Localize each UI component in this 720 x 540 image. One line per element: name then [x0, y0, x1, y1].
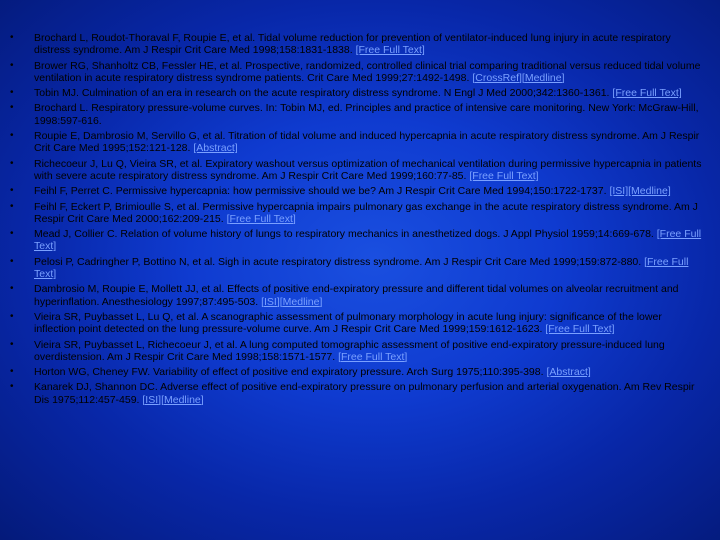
reference-link[interactable]: [ISI][Medline] [609, 185, 671, 198]
reference-text: Mead J, Collier C. Relation of volume history of lungs to respiratory mechanics in anesthetized dogs. J Appl Physiol 1959;14:669-678. [34, 228, 654, 241]
reference-item [0, 256, 720, 281]
bullet-icon: • [10, 32, 14, 43]
reference-item [0, 60, 720, 85]
reference-link[interactable]: [Free Full Text] [34, 228, 702, 253]
reference-item [0, 185, 720, 197]
reference-text: Vieira SR, Puybasset L, Richecoeur J, et al. A lung computed tomographic assessment of positive end-expiratory pressure-induced lung overdistension. Am J Respir Crit Care Med 1998;158:1571-1577. [34, 338, 665, 363]
reference-text: Tobin MJ. Culmination of an era in research on the acute respiratory distress syndrome. N Engl J Med 2000;342:1360-1361. [34, 87, 610, 100]
bullet-icon: • [10, 157, 14, 169]
reference-link[interactable]: [CrossRef][Medline] [472, 71, 565, 84]
bullet-icon: • [10, 130, 14, 142]
reference-item [0, 158, 720, 183]
bullet-icon: • [10, 185, 14, 197]
bullet-icon: • [10, 366, 14, 378]
reference-item [0, 201, 720, 226]
bullet-icon: • [10, 200, 14, 212]
reference-link[interactable]: [Free Full Text] [34, 255, 689, 281]
bullet-icon: • [10, 338, 14, 350]
reference-item [0, 283, 720, 308]
reference-text: Roupie E, Dambrosio M, Servillo G, et al. Titration of tidal volume and induced hypercapnia in acute respiratory distress syndrome. Am J Respir Crit Care Med 1995;152:121-128. [34, 130, 700, 155]
reference-text: Feihl F, Eckert P, Brimioulle S, et al. Permissive hypercapnia impairs pulmonary gas exchange in the acute respiratory distress syndrome. Am J Respir Crit Care Med 2000;162:209-215. [34, 200, 698, 225]
reference-link[interactable]: [Free Full Text] [338, 350, 408, 363]
reference-link[interactable]: [Free Full Text] [612, 87, 682, 100]
reference-item [0, 102, 720, 127]
reference-text: Richecoeur J, Lu Q, Vieira SR, et al. Expiratory washout versus optimization of mechanical ventilation during permissive hypercapnia in patients with severe acute respiratory distress syndrome. Am J Respir Crit Care Med 1999;160:77-85. [34, 157, 702, 182]
reference-text: Brower RG, Shanholtz CB, Fessler HE, et al. Prospective, randomized, controlled clinical trial comparing traditional versus reduced tidal volume ventilation in acute respiratory distress syndrome patients. Crit Care Med 1999;27:1492-1498. [34, 59, 701, 84]
bullet-icon: • [10, 381, 14, 393]
reference-text: Brochard L. Respiratory pressure-volume curves. In: Tobin MJ, ed. Principles and practice of intensive care monitoring. New York: McGraw-Hill, 1998:597-616. [34, 102, 699, 127]
reference-link[interactable]: [Free Full Text] [226, 212, 296, 225]
bullet-icon: • [10, 102, 14, 114]
reference-item [0, 87, 720, 99]
reference-link[interactable]: [ISI][Medline] [261, 295, 323, 308]
reference-text: Dambrosio M, Roupie E, Mollett JJ, et al. Effects of positive end-expiratory pressure and different tidal volumes on alveolar recruitment and hyperinflation. Anesthesiology 1997;87:495-503. [34, 283, 679, 308]
bullet-icon: • [10, 283, 14, 295]
reference-item [0, 339, 720, 364]
reference-link[interactable]: [Free Full Text] [355, 44, 425, 57]
reference-text: Vieira SR, Puybasset L, Lu Q, et al. A scanographic assessment of pulmonary morphology in acute lung injury: significance of the lower inflection point detected on the lung pressure-volume curve. Am J Respir Crit Care Med 1999;159:1612-1623. [34, 310, 662, 336]
reference-item [0, 130, 720, 155]
bullet-icon: • [10, 310, 14, 322]
bullet-icon: • [10, 255, 14, 267]
reference-item [0, 366, 720, 378]
reference-text: Horton WG, Cheney FW. Variability of effect of positive end expiratory pressure. Arch Surg 1975;110:395-398. [34, 366, 544, 379]
reference-link[interactable]: [Free Full Text] [545, 323, 615, 336]
reference-list [0, 32, 720, 409]
reference-item [0, 311, 720, 336]
bullet-icon: • [10, 87, 14, 99]
reference-text: Kanarek DJ, Shannon DC. Adverse effect of positive end-expiratory pressure on pulmonary perfusion and arterial oxygenation. Am Rev Respir Dis 1975;112:457-459. [34, 381, 695, 406]
bullet-icon: • [10, 228, 14, 240]
reference-item [0, 381, 720, 406]
reference-link[interactable]: [Abstract] [546, 366, 591, 379]
reference-link[interactable]: [ISI][Medline] [142, 393, 204, 406]
reference-text: Feihl F, Perret C. Permissive hypercapnia: how permissive should we be? Am J Respir Crit Care Med 1994;150:1722-1737. [34, 185, 607, 198]
reference-item [0, 32, 720, 57]
reference-link[interactable]: [Free Full Text] [469, 169, 539, 182]
reference-item [0, 228, 720, 253]
bullet-icon: • [10, 59, 14, 71]
reference-text: Brochard L, Roudot-Thoraval F, Roupie E, et al. Tidal volume reduction for prevention of ventilator-induced lung injury in acute respiratory distress syndrome. Am J Respir Crit Care Med 1998;158:1831-1838. [34, 32, 671, 57]
reference-link[interactable]: [Abstract] [193, 142, 238, 155]
reference-text: Pelosi P, Cadringher P, Bottino N, et al. Sigh in acute respiratory distress syndrome. Am J Respir Crit Care Med 1999;159:872-880. [34, 255, 642, 268]
